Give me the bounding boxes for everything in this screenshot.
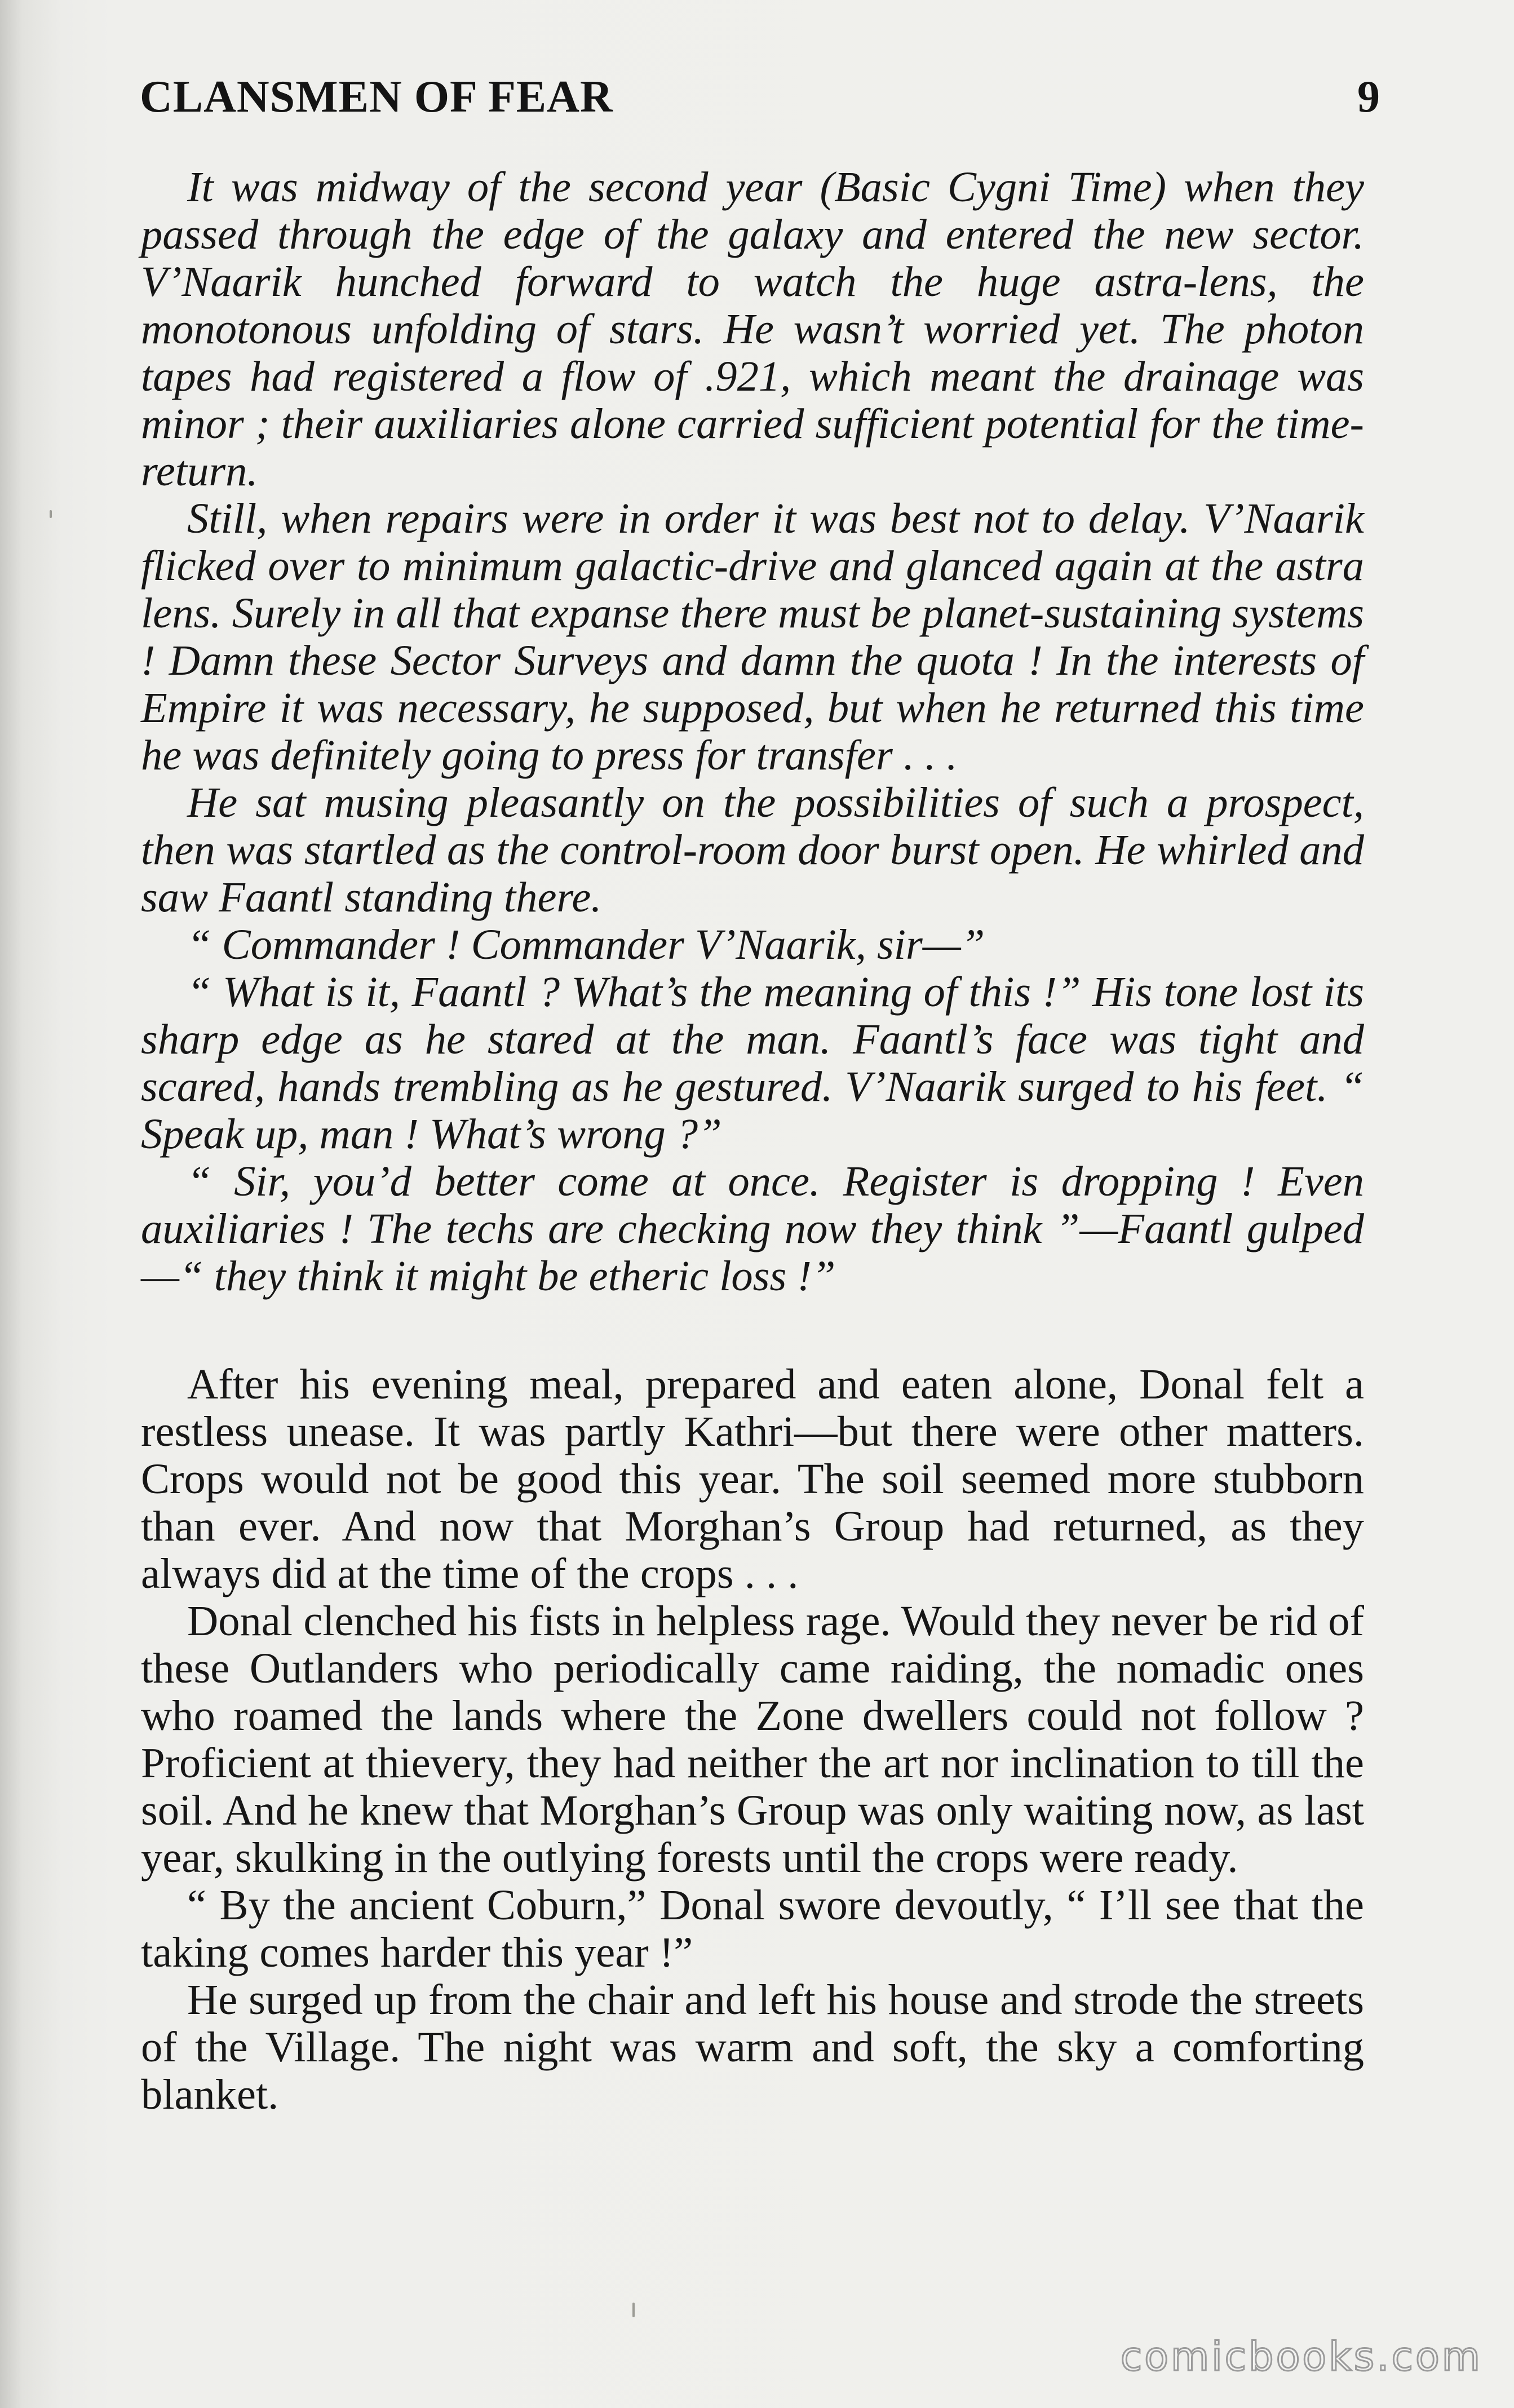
italic-section [141, 163, 1364, 1300]
paragraph: He surged up from the chair and left his house and strode the streets of the Village. The night was warm and soft, the sky a comforting blanket. [141, 1976, 1364, 2118]
paper-speck [632, 2303, 635, 2317]
paper-speck [50, 510, 52, 518]
paragraph: It was midway of the second year (Basic Cygni Time) when they passed through the edge of the galaxy and entered the new sector. V’Naarik hunched forward to watch the huge astra-lens, the monotonous unfolding of stars. He wasn’t worried yet. The photon tapes had registered a flow of .921, which meant the drainage was minor ; their auxiliaries alone carried sufficient potential for the time-return. [141, 163, 1364, 495]
page-number: 9 [1357, 72, 1380, 122]
paragraph: “ What is it, Faantl ? What’s the meaning of this !” His tone lost its sharp edge as he stared at the man. Faantl’s face was tight and scared, hands trembling as he gestured. V’Naarik surged to his feet. “ Speak up, man ! What’s wrong ?” [141, 968, 1364, 1158]
page-header [140, 63, 1380, 131]
paragraph: “ Sir, you’d better come at once. Register is dropping ! Even auxiliaries ! The techs are checking now they think ”—Faantl gulped—“ they think it might be etheric loss !” [141, 1157, 1364, 1300]
paragraph: Still, when repairs were in order it was best not to delay. V’Naarik flicked over to minimum galactic-drive and glanced again at the astra lens. Surely in all that expanse there must be planet-sustaining systems ! Damn these Sector Surveys and damn the quota ! In the interests of Empire it was necessary, he supposed, but when he returned this time he was definitely going to press for transfer . . . [141, 494, 1364, 779]
paragraph: Donal clenched his fists in helpless rage. Would they never be rid of these Outlanders who periodically came raiding, the nomadic ones who roamed the lands where the Zone dwellers could not follow ? Proficient at thievery, they had neither the art nor inclination to till the soil. And he knew that Morghan’s Group was only waiting now, as last year, skulking in the outlying forests until the crops were ready. [141, 1597, 1364, 1882]
paragraph: After his evening meal, prepared and eaten alone, Donal felt a restless unease. It was partly Kathri—but there were other matters. Crops would not be good this year. The soil seemed more stubborn than ever. And now that Morghan’s Group had returned, as they always did at the time of the crops . . . [141, 1360, 1364, 1597]
roman-section [141, 1361, 1364, 2118]
paragraph: “ Commander ! Commander V’Naarik, sir—” [187, 920, 985, 968]
paragraph: “ By the ancient Coburn,” Donal swore devoutly, “ I’ll see that the taking comes harder this year !” [141, 1881, 1364, 1976]
body-text [141, 163, 1364, 2118]
paragraph: He sat musing pleasantly on the possibilities of such a prospect, then was startled as the control-room door burst open. He whirled and saw Faantl standing there. [141, 778, 1364, 921]
watermark: comicbooks.com [1120, 2334, 1482, 2380]
running-head: CLANSMEN OF FEAR [140, 72, 613, 122]
